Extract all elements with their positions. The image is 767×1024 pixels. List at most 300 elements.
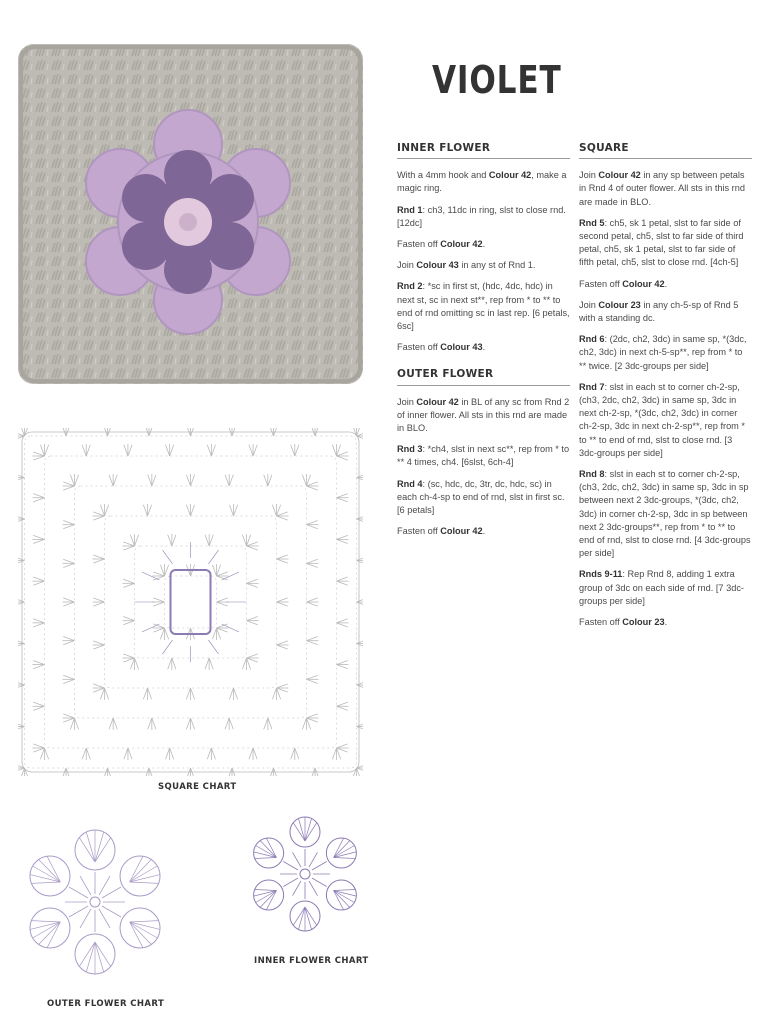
stitch-fan bbox=[357, 722, 364, 726]
chart-stitch bbox=[102, 887, 121, 898]
chart-stitch bbox=[334, 858, 356, 859]
stitch-fan bbox=[186, 475, 190, 486]
stitch-fan bbox=[357, 478, 364, 482]
stitch-fan bbox=[247, 621, 258, 625]
chart-stitch bbox=[334, 841, 350, 858]
chart-stitch bbox=[79, 942, 95, 966]
stitch-fan bbox=[357, 685, 364, 689]
chart-stitch bbox=[95, 832, 104, 862]
square-step: Rnd 6: (2dc, ch2, 3dc) in same sp, *(3dc, ch2, 3dc) in next ch-5-sp**, rep from * to ** twice. [2 3dc-groups per side] bbox=[579, 334, 747, 371]
stitch-fan bbox=[357, 436, 364, 440]
stitch-fan bbox=[337, 494, 348, 498]
chart-stitch bbox=[86, 942, 95, 972]
stitch-fan bbox=[332, 445, 336, 456]
inner-flower-step: Fasten off Colour 42. bbox=[397, 239, 486, 250]
outer-flower-step: Join Colour 42 in BL of any sc from Rnd 2 of inner flower. All sts in this rnd are made in BLO. bbox=[397, 396, 570, 434]
stitch-fan bbox=[212, 628, 216, 639]
stitch-fan bbox=[337, 581, 348, 585]
stitch-fan bbox=[113, 475, 117, 486]
stitch-fan bbox=[63, 521, 74, 525]
stitch-fan bbox=[209, 658, 213, 669]
stitch-fan bbox=[75, 475, 79, 486]
chart-stitch bbox=[79, 838, 95, 862]
chart-stitch bbox=[298, 907, 305, 930]
chart-stitch bbox=[305, 823, 317, 841]
stitch-fan bbox=[247, 546, 258, 550]
chart-stitch bbox=[80, 909, 91, 928]
chart-round bbox=[105, 516, 277, 688]
stitch-fan bbox=[205, 535, 209, 546]
stitch-fan bbox=[109, 475, 113, 486]
chart-stitch bbox=[293, 823, 305, 841]
chart-stitch bbox=[293, 907, 305, 925]
stitch-fan bbox=[337, 623, 348, 627]
stitch-fan bbox=[143, 505, 147, 516]
stitch-fan bbox=[63, 525, 74, 529]
stitch-fan bbox=[33, 665, 44, 669]
chart-stitch bbox=[254, 891, 277, 897]
stitch-fan bbox=[249, 748, 253, 759]
chart-stitch bbox=[30, 875, 60, 882]
stitch-fan bbox=[302, 475, 306, 486]
stitch-fan bbox=[172, 658, 176, 669]
stitch-fan bbox=[113, 718, 117, 729]
stitch-fan bbox=[152, 475, 156, 486]
stitch-fan bbox=[352, 768, 356, 776]
stitch-fan bbox=[307, 679, 318, 683]
chart-round bbox=[165, 576, 217, 628]
stitch-fan bbox=[211, 748, 215, 759]
stitch-fan bbox=[268, 718, 272, 729]
stitch-fan bbox=[337, 744, 348, 748]
chart-stitch bbox=[99, 876, 110, 895]
stitch-fan bbox=[93, 645, 104, 649]
chart-stitch bbox=[130, 882, 159, 883]
stitch-fan bbox=[337, 706, 348, 710]
stitch-fan bbox=[207, 445, 211, 456]
stitch-fan bbox=[337, 577, 348, 581]
stitch-fan bbox=[153, 602, 164, 606]
stitch-fan bbox=[63, 641, 74, 645]
stitch-fan bbox=[33, 498, 44, 502]
stitch-fan bbox=[229, 688, 233, 699]
stitch-fan bbox=[165, 628, 169, 639]
stitch-fan bbox=[207, 748, 211, 759]
square-step: Rnd 7: slst in each st to corner ch-2-sp, (ch3, 2dc, ch2, 3dc) in same sp, 3dc in next ch-2-sp, *(3dc, ch2, 3dc) in corner ch-2-sp, 3dc in next ch-2-sp**, rep from * to ** to end of rnd, slst to close rnd. [3 3dc-groups per side] bbox=[579, 381, 745, 458]
square-step: Fasten off Colour 42. bbox=[579, 278, 668, 289]
stitch-fan bbox=[82, 748, 86, 759]
stitch-fan bbox=[33, 535, 44, 539]
stitch-fan bbox=[225, 718, 229, 729]
stitch-fan bbox=[295, 445, 299, 456]
stitch-fan bbox=[33, 539, 44, 543]
outer-flower-step: Rnd 3: *ch4, slst in next sc**, rep from * to ** 4 times, ch4. [6slst, 6ch-4] bbox=[397, 444, 570, 468]
stitch-fan bbox=[291, 445, 295, 456]
stitch-fan bbox=[33, 623, 44, 627]
chart-stitch bbox=[102, 906, 121, 917]
stitch-fan bbox=[124, 445, 128, 456]
stitch-fan bbox=[234, 505, 238, 516]
stitch-fan bbox=[18, 722, 25, 726]
inner-flower-heading: INNER FLOWER bbox=[397, 142, 570, 159]
stitch-fan bbox=[357, 681, 364, 685]
chart-stitch bbox=[30, 922, 60, 929]
stitch-fan bbox=[357, 639, 364, 643]
stitch-fan bbox=[357, 764, 364, 768]
page-title: VIOLET bbox=[432, 58, 562, 102]
stitch-fan bbox=[18, 681, 25, 685]
stitch-fan bbox=[307, 602, 318, 606]
chart-round bbox=[75, 486, 307, 718]
stitch-fan bbox=[295, 748, 299, 759]
stitch-fan bbox=[86, 748, 90, 759]
magic-ring bbox=[300, 869, 310, 879]
stitch-fan bbox=[148, 688, 152, 699]
stitch-fan bbox=[18, 436, 25, 440]
chart-stitch bbox=[31, 921, 60, 922]
stitch-fan bbox=[124, 748, 128, 759]
stitch-fan bbox=[18, 519, 25, 523]
stitch-fan bbox=[277, 598, 288, 602]
stitch-fan bbox=[307, 563, 318, 567]
stitch-fan bbox=[229, 475, 233, 486]
chart-stitch bbox=[293, 881, 302, 896]
stitch-fan bbox=[277, 555, 288, 559]
stitch-fan bbox=[18, 598, 25, 602]
stitch-fan bbox=[25, 768, 29, 776]
chart-stitch bbox=[309, 881, 318, 896]
stitch-fan bbox=[93, 516, 104, 520]
square-chart-diagram bbox=[18, 428, 363, 776]
stitch-fan bbox=[191, 688, 195, 699]
chart-stitch bbox=[309, 852, 318, 867]
stitch-fan bbox=[307, 641, 318, 645]
stitch-fan bbox=[264, 475, 268, 486]
outer-flower-chart-caption: OUTER FLOWER CHART bbox=[47, 999, 165, 1009]
chart-stitch bbox=[95, 942, 104, 972]
stitch-fan bbox=[307, 486, 318, 490]
stitch-fan bbox=[211, 445, 215, 456]
chart-stitch bbox=[283, 878, 298, 887]
stitch-fan bbox=[45, 445, 49, 456]
stitch-fan bbox=[18, 685, 25, 689]
chart-centre-stitch bbox=[163, 640, 173, 654]
stitch-fan bbox=[337, 619, 348, 623]
stitch-fan bbox=[93, 684, 104, 688]
stitch-fan bbox=[234, 688, 238, 699]
stitch-fan bbox=[18, 473, 25, 477]
stitch-fan bbox=[337, 665, 348, 669]
inner-flower-chart-diagram bbox=[245, 812, 365, 947]
stitch-fan bbox=[209, 535, 213, 546]
stitch-fan bbox=[123, 654, 134, 658]
chart-stitch bbox=[130, 859, 152, 882]
stitch-fan bbox=[33, 744, 44, 748]
stitch-fan bbox=[63, 675, 74, 679]
stitch-fan bbox=[337, 535, 348, 539]
square-step: Join Colour 42 in any sp between petals in Rnd 4 of outer flower. All sts in this rnd are made in BLO. bbox=[579, 170, 745, 207]
stitch-fan bbox=[191, 505, 195, 516]
stitch-fan bbox=[63, 559, 74, 563]
stitch-fan bbox=[172, 535, 176, 546]
stitch-fan bbox=[357, 561, 364, 565]
stitch-fan bbox=[253, 445, 257, 456]
chart-stitch bbox=[130, 922, 152, 945]
stitch-fan bbox=[357, 556, 364, 560]
outer-flower-chart-diagram bbox=[20, 822, 170, 987]
stitch-fan bbox=[249, 445, 253, 456]
chart-stitch bbox=[86, 832, 95, 862]
stitch-fan bbox=[277, 645, 288, 649]
stitch-fan bbox=[337, 498, 348, 502]
outer-flower-step: Fasten off Colour 42. bbox=[397, 526, 486, 537]
stitch-fan bbox=[33, 577, 44, 581]
stitch-fan bbox=[93, 641, 104, 645]
inner-flower-step: Rnd 2: *sc in first st, (hdc, 4dc, hdc) in next st, sc in next st**, rep from * to ** to end of rnd omitting sc in last rep. [6 petals, 6sc] bbox=[397, 281, 570, 332]
chart-stitch bbox=[95, 838, 111, 862]
chart-stitch bbox=[39, 922, 61, 945]
stitch-fan bbox=[33, 706, 44, 710]
stitch-fan bbox=[357, 644, 364, 648]
stitch-fan bbox=[337, 456, 348, 460]
stitch-fan bbox=[33, 702, 44, 706]
stitch-fan bbox=[166, 748, 170, 759]
instructions-column-left bbox=[397, 142, 570, 546]
stitch-fan bbox=[277, 641, 288, 645]
stitch-fan bbox=[33, 619, 44, 623]
stitch-fan bbox=[277, 516, 288, 520]
chart-stitch bbox=[260, 841, 276, 858]
stitch-fan bbox=[63, 486, 74, 490]
inner-flower-step: Rnd 1: ch3, 11dc in ring, slst to close rnd. [12dc] bbox=[397, 204, 566, 228]
stitch-fan bbox=[205, 658, 209, 669]
stitch-fan bbox=[18, 764, 25, 768]
stitch-fan bbox=[18, 561, 25, 565]
stitch-fan bbox=[242, 535, 246, 546]
stitch-fan bbox=[186, 505, 190, 516]
granny-square-illustration bbox=[18, 44, 363, 384]
chart-stitch bbox=[255, 889, 277, 890]
stitch-fan bbox=[191, 475, 195, 486]
stitch-fan bbox=[307, 525, 318, 529]
inner-flower-step: Fasten off Colour 43. bbox=[397, 342, 486, 353]
square-step: Rnd 5: ch5, sk 1 petal, slst to far side of second petal, ch5, slst to far side of third petal, ch5, sk 1 petal, slst to far side of fifth petal, ch5, slst to close rnd. [4ch-5] bbox=[579, 217, 744, 268]
stitch-fan bbox=[307, 714, 318, 718]
stitch-fan bbox=[277, 602, 288, 606]
chart-stitch bbox=[69, 887, 88, 898]
stitch-fan bbox=[105, 688, 109, 699]
stitch-fan bbox=[153, 598, 164, 602]
stitch-fan bbox=[229, 718, 233, 729]
chart-stitch bbox=[31, 882, 60, 883]
chart-stitch bbox=[312, 862, 327, 871]
stitch-fan bbox=[93, 559, 104, 563]
stitch-fan bbox=[191, 718, 195, 729]
stitch-fan bbox=[152, 718, 156, 729]
stitch-fan bbox=[18, 639, 25, 643]
chart-stitch bbox=[99, 909, 110, 928]
stitch-fan bbox=[247, 579, 258, 583]
outer-flower-step: Rnd 4: (sc, hdc, dc, 3tr, dc, hdc, sc) in each ch-4-sp to end of rnd, slst in first sc. [6 petals] bbox=[397, 478, 565, 516]
square-step: Rnds 9-11: Rep Rnd 8, adding 1 extra group of 3dc on each side of rnd. [7 3dc-groups per side] bbox=[579, 569, 744, 606]
square-step: Fasten off Colour 23. bbox=[579, 617, 668, 628]
stitch-fan bbox=[217, 602, 228, 606]
square-heading: SQUARE bbox=[579, 142, 752, 159]
stitch-fan bbox=[135, 658, 139, 669]
stitch-fan bbox=[128, 445, 132, 456]
magic-ring bbox=[90, 897, 100, 907]
stitch-fan bbox=[247, 654, 258, 658]
stitch-fan bbox=[247, 617, 258, 621]
stitch-fan bbox=[63, 714, 74, 718]
stitch-fan bbox=[18, 556, 25, 560]
chart-centre-stitch bbox=[163, 550, 173, 564]
stitch-fan bbox=[277, 559, 288, 563]
stitch-fan bbox=[123, 579, 134, 583]
chart-centre-stitch bbox=[209, 640, 219, 654]
chart-stitch bbox=[130, 875, 160, 882]
stitch-fan bbox=[165, 565, 169, 576]
stitch-fan bbox=[229, 505, 233, 516]
stitch-fan bbox=[63, 598, 74, 602]
stitch-fan bbox=[264, 718, 268, 729]
chart-stitch bbox=[130, 922, 160, 929]
stitch-fan bbox=[352, 428, 356, 436]
stitch-fan bbox=[247, 583, 258, 587]
stitch-fan bbox=[307, 598, 318, 602]
stitch-fan bbox=[337, 539, 348, 543]
stitch-fan bbox=[135, 535, 139, 546]
stitch-fan bbox=[63, 637, 74, 641]
stitch-fan bbox=[18, 478, 25, 482]
chart-stitch bbox=[298, 818, 305, 841]
stitch-fan bbox=[33, 581, 44, 585]
stitch-fan bbox=[186, 718, 190, 729]
stitch-fan bbox=[82, 445, 86, 456]
chart-stitch bbox=[305, 907, 317, 925]
chart-stitch bbox=[255, 858, 277, 859]
stitch-fan bbox=[63, 563, 74, 567]
stitch-fan bbox=[186, 688, 190, 699]
square-step: Join Colour 23 in any ch-5-sp of Rnd 5 with a standing dc. bbox=[579, 299, 739, 324]
stitch-fan bbox=[291, 748, 295, 759]
stitch-fan bbox=[357, 598, 364, 602]
stitch-fan bbox=[18, 602, 25, 606]
stitch-fan bbox=[307, 559, 318, 563]
stitch-fan bbox=[302, 718, 306, 729]
stitch-fan bbox=[18, 727, 25, 731]
stitch-fan bbox=[33, 660, 44, 664]
stitch-fan bbox=[272, 688, 276, 699]
inner-flower-step: With a 4mm hook and Colour 42, make a magic ring. bbox=[397, 170, 567, 194]
stitch-fan bbox=[93, 555, 104, 559]
stitch-fan bbox=[307, 521, 318, 525]
stitch-fan bbox=[337, 660, 348, 664]
chart-stitch bbox=[305, 818, 312, 841]
stitch-fan bbox=[123, 621, 134, 625]
stitch-fan bbox=[63, 679, 74, 683]
stitch-fan bbox=[93, 602, 104, 606]
chart-centre-flower bbox=[171, 570, 211, 634]
stitch-fan bbox=[123, 617, 134, 621]
chart-stitch bbox=[283, 862, 298, 871]
stitch-fan bbox=[25, 428, 29, 436]
chart-stitch bbox=[293, 852, 302, 867]
stitch-fan bbox=[18, 644, 25, 648]
stitch-fan bbox=[18, 515, 25, 519]
chart-stitch bbox=[260, 891, 276, 908]
stitch-fan bbox=[332, 748, 336, 759]
stitch-fan bbox=[212, 565, 216, 576]
chart-stitch bbox=[130, 921, 159, 922]
chart-stitch bbox=[334, 891, 357, 897]
stitch-fan bbox=[63, 602, 74, 606]
stitch-fan bbox=[277, 684, 288, 688]
stitch-fan bbox=[123, 546, 134, 550]
stitch-fan bbox=[272, 505, 276, 516]
chart-stitch bbox=[39, 859, 61, 882]
stitch-fan bbox=[33, 494, 44, 498]
square-chart-caption: SQUARE CHART bbox=[158, 782, 237, 792]
stitch-fan bbox=[148, 505, 152, 516]
chart-stitch bbox=[334, 852, 357, 858]
chart-stitch bbox=[305, 907, 312, 930]
stitch-fan bbox=[357, 473, 364, 477]
granny-square-photo bbox=[18, 44, 363, 384]
stitch-fan bbox=[168, 658, 172, 669]
inner-flower-step: Join Colour 43 in any st of Rnd 1. bbox=[397, 260, 536, 271]
inner-flower-chart-caption: INNER FLOWER CHART bbox=[254, 956, 369, 966]
stitch-fan bbox=[170, 445, 174, 456]
chart-stitch bbox=[80, 876, 91, 895]
stitch-fan bbox=[148, 475, 152, 486]
chart-stitch bbox=[312, 878, 327, 887]
stitch-fan bbox=[357, 515, 364, 519]
stitch-fan bbox=[357, 602, 364, 606]
stitch-fan bbox=[170, 748, 174, 759]
chart-round bbox=[45, 456, 337, 748]
stitch-fan bbox=[109, 718, 113, 729]
stitch-fan bbox=[307, 675, 318, 679]
stitch-fan bbox=[217, 598, 228, 602]
stitch-fan bbox=[168, 535, 172, 546]
stitch-fan bbox=[357, 519, 364, 523]
stitch-fan bbox=[123, 583, 134, 587]
stitch-fan bbox=[242, 658, 246, 669]
stitch-fan bbox=[253, 748, 257, 759]
chart-stitch bbox=[334, 891, 350, 908]
square-step: Rnd 8: slst in each st to corner ch-2-sp, (ch3, 2dc, ch2, 3dc) in same sp, 3dc in sp between next 2 3dc-groups, *(3dc, ch2, 3dc) in corner ch-2-sp, 3dc in sp between next 2 3dc-groups**, rep from * to ** to end of rnd, slst to close rnd. [4 3dc-groups per side] bbox=[579, 469, 751, 559]
chart-centre-stitch bbox=[209, 550, 219, 564]
stitch-fan bbox=[225, 475, 229, 486]
instructions-column-right bbox=[579, 142, 752, 637]
chart-stitch bbox=[69, 906, 88, 917]
stitch-fan bbox=[268, 475, 272, 486]
stitch-fan bbox=[357, 727, 364, 731]
stitch-fan bbox=[75, 718, 79, 729]
stitch-fan bbox=[337, 702, 348, 706]
stitch-fan bbox=[86, 445, 90, 456]
stitch-fan bbox=[307, 637, 318, 641]
stitch-fan bbox=[45, 748, 49, 759]
chart-stitch bbox=[95, 942, 111, 966]
stitch-fan bbox=[166, 445, 170, 456]
chart-stitch bbox=[334, 889, 356, 890]
chart-stitch bbox=[254, 852, 277, 858]
stitch-fan bbox=[143, 688, 147, 699]
stitch-fan bbox=[128, 748, 132, 759]
outer-flower-heading: OUTER FLOWER bbox=[397, 368, 570, 385]
